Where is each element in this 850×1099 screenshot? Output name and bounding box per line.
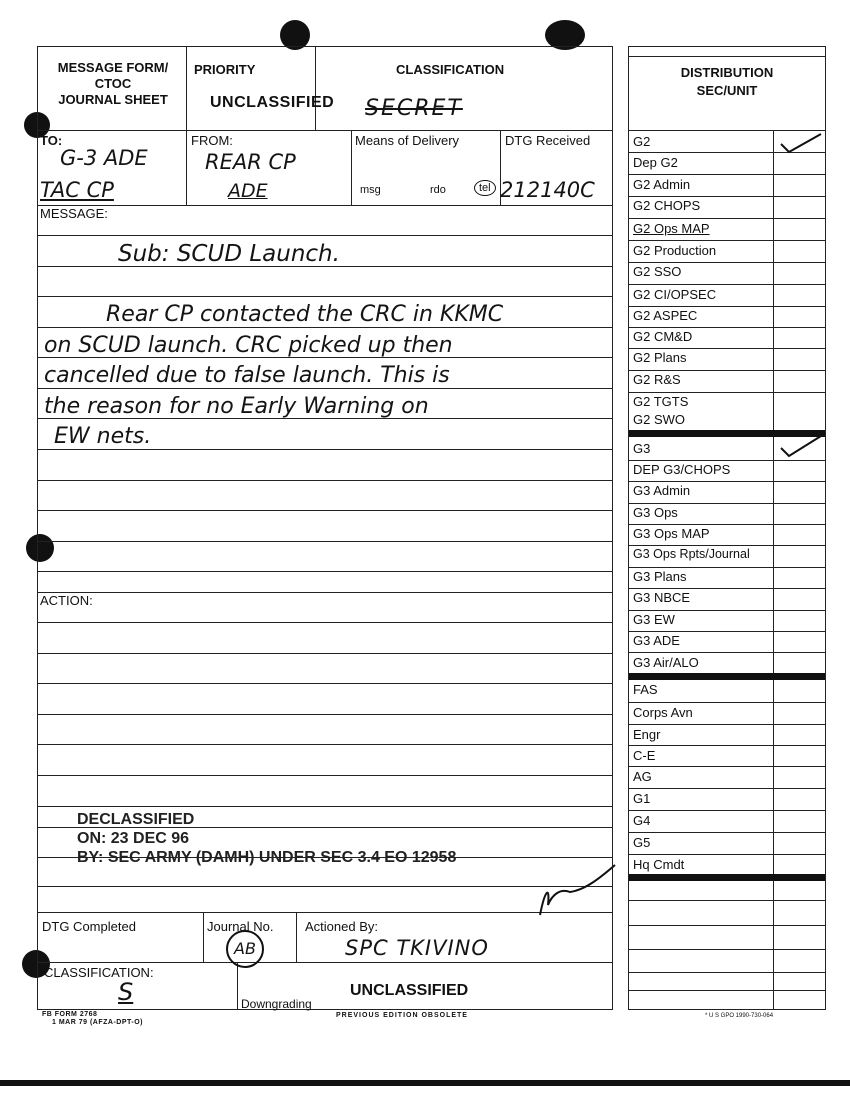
rule [37, 571, 613, 572]
dist-separator [629, 673, 825, 680]
signature-scribble-path [540, 865, 615, 915]
dist-row: G2 Plans [633, 350, 687, 365]
dist-row: Corps Avn [633, 705, 693, 720]
dtg-completed-label: DTG Completed [42, 919, 136, 934]
journal-initials: AB [226, 930, 264, 968]
rule [37, 296, 613, 297]
dist-row: C-E [633, 748, 656, 763]
actioned-by-label: Actioned By: [305, 919, 378, 934]
dist-row: G3 ADE [633, 633, 680, 648]
dist-row: Hq Cmdt [633, 857, 685, 872]
dist-row: G4 [633, 813, 651, 828]
rule [37, 653, 613, 654]
signature-scribble [530, 860, 620, 920]
dist-row: G2 Production [633, 243, 717, 258]
checkmark-icon-path [781, 436, 821, 456]
priority-stamp: UNCLASSIFIED [210, 94, 335, 111]
downgrading-label: Downgrading [241, 997, 312, 1011]
dist-row: DEP G3/CHOPS [633, 462, 731, 477]
dist-separator [629, 874, 825, 881]
distribution-top-line [629, 56, 825, 57]
classification-struck: SECRET [365, 96, 463, 121]
checkmark-icon [775, 430, 825, 460]
dist-row: G2 CM&D [633, 329, 693, 344]
dist-row: G2 ASPEC [633, 308, 698, 323]
footer-divider-3 [237, 962, 238, 1010]
dist-row: Engr [633, 727, 661, 742]
message-line: the reason for no Early Warning on [44, 394, 429, 419]
message-line: on SCUD launch. CRC picked up then [44, 333, 453, 358]
dist-row-line [629, 810, 825, 811]
rule [37, 622, 613, 623]
dist-row: G3 Ops Rpts/Journal [633, 547, 750, 561]
dist-row-line [629, 990, 825, 991]
dist-row-line [629, 766, 825, 767]
dist-row: G3 EW [633, 612, 675, 627]
dtg-received-label: DTG Received [505, 133, 591, 148]
dist-row: G2 CI/OPSEC [633, 287, 717, 302]
from-value-2: ADE [228, 180, 268, 202]
actioned-by-value: SPC TKIVINO [345, 936, 489, 960]
dist-row: G5 [633, 835, 651, 850]
rule [37, 683, 613, 684]
dist-row-line [629, 196, 825, 197]
rule [37, 327, 613, 328]
dist-row: G2 CHOPS [633, 198, 701, 213]
dist-row: G3 Plans [633, 569, 687, 584]
dist-row-line [629, 262, 825, 263]
dist-row-line [629, 503, 825, 504]
delivery-rdo: rdo [430, 184, 446, 196]
dist-row-line [629, 545, 825, 546]
dist-row-line [629, 481, 825, 482]
checkmark-icon-path [781, 134, 821, 152]
rule [37, 775, 613, 776]
dist-row: G2 Ops MAP [633, 221, 710, 236]
dist-row: G3 Ops MAP [633, 526, 710, 541]
dtg-received-value: 212140C [500, 178, 595, 202]
rule [37, 912, 613, 913]
dist-row-line [629, 348, 825, 349]
dist-row-line [629, 652, 825, 653]
dist-row-line [629, 370, 825, 371]
bottom-scan-edge [0, 1080, 850, 1086]
routing-divider-2 [351, 130, 352, 205]
dist-row-line [629, 724, 825, 725]
header-divider-2 [315, 46, 316, 130]
dist-row: G1 [633, 791, 651, 806]
footer-divider-2 [296, 912, 297, 962]
delivery-msg: msg [360, 184, 381, 196]
footer-mid-line [37, 962, 613, 963]
rule [37, 806, 613, 807]
dist-row-line [629, 240, 825, 241]
dist-row-line [629, 745, 825, 746]
to-value-1: G-3 ADE [60, 146, 148, 170]
footer-divider-1 [203, 912, 204, 962]
dist-row: G3 Ops [633, 505, 678, 520]
dist-row-line [629, 218, 825, 219]
dist-row: G2 [633, 134, 651, 149]
header-divider-1 [186, 46, 187, 130]
rule [37, 592, 613, 593]
delivery-tel-circled: tel [474, 180, 496, 196]
dist-row: G2 TGTS [633, 394, 689, 409]
routing-bottom-line [37, 205, 613, 206]
rule [37, 541, 613, 542]
dist-row: G2 SWO [633, 412, 686, 427]
gpo-note: * U S GPO 1990-730-064 [705, 1013, 774, 1019]
dist-row: G3 [633, 441, 651, 456]
rule [37, 480, 613, 481]
dist-row: Dep G2 [633, 155, 678, 170]
rule [37, 388, 613, 389]
action-label: ACTION: [40, 593, 93, 608]
rule [37, 449, 613, 450]
dist-row-line [629, 972, 825, 973]
previous-edition: PREVIOUS EDITION OBSOLETE [336, 1012, 468, 1019]
dist-row-line [629, 567, 825, 568]
dist-row-line [629, 460, 825, 461]
checkmark-icon [775, 130, 825, 156]
from-value-1: REAR CP [205, 150, 296, 174]
dist-row: G2 Admin [633, 177, 691, 192]
declassified-line1: DECLASSIFIED [77, 811, 195, 828]
dist-row: G3 Admin [633, 483, 691, 498]
declassified-line2: ON: 23 DEC 96 [77, 830, 190, 847]
routing-divider-1 [186, 130, 187, 205]
dist-row-line [629, 788, 825, 789]
dist-row-line [629, 925, 825, 926]
dist-row: FAS [633, 682, 658, 697]
dist-row-line [629, 949, 825, 950]
dist-row-line [629, 524, 825, 525]
distribution-title: DISTRIBUTION SEC/UNIT [680, 65, 774, 98]
dist-row: AG [633, 769, 652, 784]
dist-row-line [629, 327, 825, 328]
dist-row-line [629, 854, 825, 855]
dist-row-line [629, 900, 825, 901]
delivery-label: Means of Delivery [355, 133, 460, 148]
dist-row-line [629, 306, 825, 307]
dist-row-line [629, 631, 825, 632]
dist-row-line [629, 284, 825, 285]
form-title: MESSAGE FORM/ CTOC JOURNAL SHEET [57, 60, 169, 107]
form-id-1: FB FORM 2768 [42, 1011, 98, 1018]
footer-unclassified-stamp: UNCLASSIFIED [350, 982, 469, 999]
dist-row-line [629, 832, 825, 833]
dist-row: G3 Air/ALO [633, 655, 699, 670]
rule [37, 510, 613, 511]
declassified-stamp [77, 810, 456, 867]
dist-row: G2 R&S [633, 372, 681, 387]
message-label: MESSAGE: [40, 206, 108, 221]
dist-row-line [629, 610, 825, 611]
rule [37, 744, 613, 745]
to-value-2: TAC CP [40, 178, 114, 202]
dist-row-line [629, 588, 825, 589]
declassified-line3: BY: SEC ARMY (DAMH) UNDER SEC 3.4 EO 12958 [77, 849, 457, 866]
dist-row: G2 SSO [633, 264, 682, 279]
dist-row-line [629, 702, 825, 703]
form-id-2: 1 MAR 79 (AFZA-DPT-O) [52, 1019, 143, 1026]
to-label: TO: [40, 133, 63, 148]
message-subject: Sub: SCUD Launch. [118, 241, 340, 267]
rule [37, 235, 613, 236]
priority-label: PRIORITY [194, 62, 256, 77]
classification-footer-mark: S [118, 978, 134, 1006]
message-line: EW nets. [54, 424, 152, 449]
message-line: cancelled due to false launch. This is [44, 363, 450, 388]
classification-label: CLASSIFICATION [396, 62, 505, 77]
header-bottom-line [37, 130, 613, 131]
journal-no-label: Journal No. [207, 919, 274, 934]
rule [37, 886, 613, 887]
dist-row-line [629, 392, 825, 393]
from-label: FROM: [191, 133, 233, 148]
dist-row: G3 NBCE [633, 590, 691, 605]
dist-row-line [629, 174, 825, 175]
rule [37, 714, 613, 715]
message-line: Rear CP contacted the CRC in KKMC [106, 302, 504, 327]
classification-footer-label: CLASSIFICATION: [44, 965, 154, 980]
